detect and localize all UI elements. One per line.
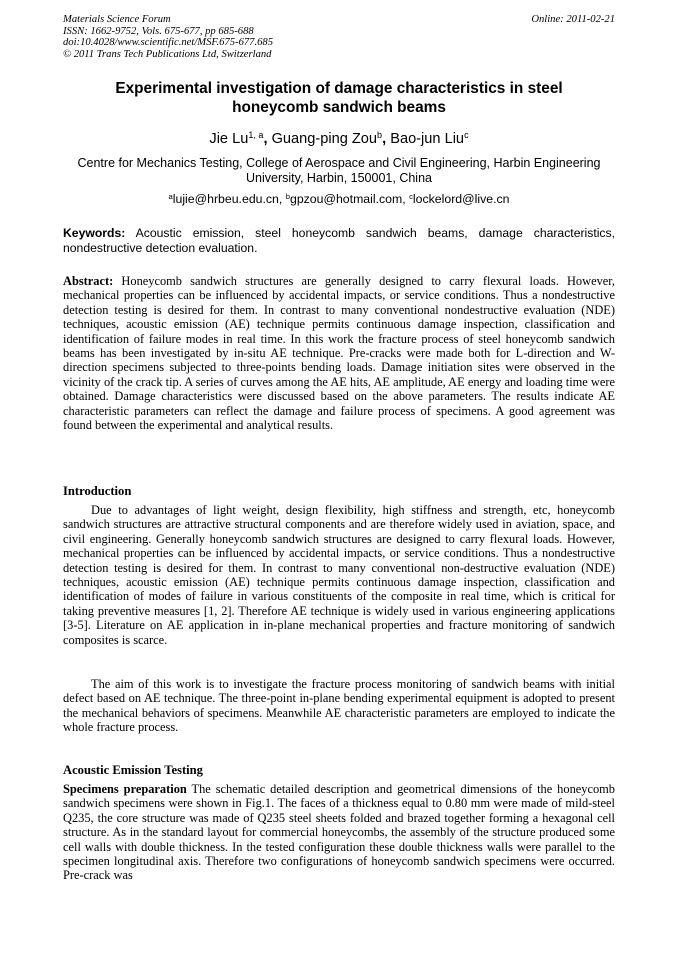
author-superscript: 1, a xyxy=(248,130,264,141)
author-name: Bao-jun Liu xyxy=(390,131,465,147)
email-link[interactable]: gpzou@hotmail.com xyxy=(289,192,403,206)
abstract-label: Abstract: xyxy=(63,274,114,288)
author-list xyxy=(63,130,615,148)
copyright-line: © 2011 Trans Tech Publications Ltd, Switzerland xyxy=(63,48,272,60)
title-line-1: Experimental investigation of damage characteristics in steel xyxy=(115,80,563,97)
journal-name: Materials Science Forum xyxy=(63,14,171,25)
affiliation xyxy=(63,156,615,186)
title-line-2: honeycomb sandwich beams xyxy=(232,98,446,116)
issn-line: ISSN: 1662-9752, Vols. 675-677, pp 685-688 xyxy=(63,25,254,37)
author-superscript: b xyxy=(377,130,383,141)
email-superscript: c xyxy=(409,191,413,201)
keywords-label: Keywords: xyxy=(63,226,126,240)
online-date: Online: 2011-02-21 xyxy=(531,14,615,25)
email-list xyxy=(63,192,615,207)
email-link[interactable]: lockelord@live.cn xyxy=(412,192,510,206)
keywords xyxy=(63,226,615,255)
specimens-paragraph xyxy=(63,782,615,883)
journal-header xyxy=(63,14,615,60)
abstract xyxy=(63,274,615,432)
specimens-label: Specimens preparation xyxy=(63,782,187,796)
paper-title xyxy=(63,80,615,117)
ae-testing-heading: Acoustic Emission Testing xyxy=(63,763,203,777)
keywords-text: Acoustic emission, steel honeycomb sandwich beams, damage characteristics, nondestructive detection evaluation. xyxy=(63,226,615,255)
author-superscript: c xyxy=(464,130,469,141)
email-superscript: a xyxy=(168,191,173,201)
affiliation-line-1: Centre for Mechanics Testing, College of Aerospace and Civil Engineering, Harbin Engineering xyxy=(77,156,601,170)
author-separator: , xyxy=(263,131,268,147)
specimens-text: The schematic detailed description and geometrical dimensions of the honeycomb sandwich specimens were shown in Fig.1. The faces of a thickness equal to 0.80 mm were made of mild-steel Q235, the core structure was made of Q235 steel sheets folded and brazed together forming a hexagonal cell structure. As in the standard layout for commercial honeycombs, the assembly of the structure produced some cell walls with double thickness. In the tested configuration these double thickness walls were parallel to the specimen longitudinal axis. Therefore two configurations of honeycomb sandwich specimens were occurred. Pre-crack was xyxy=(63,782,615,883)
abstract-text: Honeycomb sandwich structures are generally designed to carry flexural loads. However, mechanical properties can be influenced by accidental impacts, or service conditions. Thus a nondestructive detection testing is desired for them. In contrast to many conventional nondestructive evaluation (NDE) techniques, acoustic emission (AE) technique permits continuous damage inspection, classification and identification of failure modes in real time. In this work the fracture process of steel honeycomb sandwich beams has been investigated by in-situ AE technique. Pre-cracks were made both for L-direction and W-direction specimens subjected to three-points bending loads. Damage initiation sites were observed in the vicinity of the crack tip. A series of curves among the AE hits, AE amplitude, AE energy and loading time were obtained. Damage characteristics were discussed based on the above parameters. The results indicate AE characteristic parameters can reflect the damage and failure process of specimens. A good agreement was found between the experimental and analytical results. xyxy=(63,274,615,433)
affiliation-line-2: University, Harbin, 150001, China xyxy=(246,171,432,185)
email-separator: , xyxy=(278,192,286,206)
email-separator: , xyxy=(402,192,410,206)
email-superscript: b xyxy=(285,191,290,201)
author-name: Guang-ping Zou xyxy=(271,131,378,147)
introduction-paragraph-2: The aim of this work is to investigate the fracture process monitoring of sandwich beams with initial defect based on AE technique. The three-point in-plane bending experimental equipment is adopted to present the mechanical behaviors of specimens. Meanwhile AE characteristic parameters are employed to indicate the whole fracture process. xyxy=(63,677,615,735)
author-name: Jie Lu xyxy=(209,131,249,147)
doi-line[interactable]: doi:10.4028/www.scientific.net/MSF.675-677.685 xyxy=(63,37,273,49)
email-link[interactable]: lujie@hrbeu.edu.cn xyxy=(172,192,279,206)
introduction-paragraph-1: Due to advantages of light weight, design flexibility, high stiffness and strength, etc, honeycomb sandwich structures are attractive structural components and are therefore widely used in aviation, space, and civil engineering. Generally honeycomb sandwich structures are designed to carry flexural loads. However, mechanical properties can be influenced by accidental impacts, or service conditions. Thus a nondestructive detection testing is desired for them. In contrast to many conventional non-destructive evaluation (NDE) techniques, acoustic emission (AE) technique permits continuous damage inspection, classification and identification of modes of failure in various constituents of the composite in real time, which is critical for taking preventive measures [1, 2]. Therefore AE technique is widely used in various engineering applications [3-5]. Literature on AE application in in-plane mechanical properties and fracture monitoring of sandwich composites is scarce. xyxy=(63,503,615,647)
author-separator: , xyxy=(382,131,387,147)
introduction-heading: Introduction xyxy=(63,484,132,498)
